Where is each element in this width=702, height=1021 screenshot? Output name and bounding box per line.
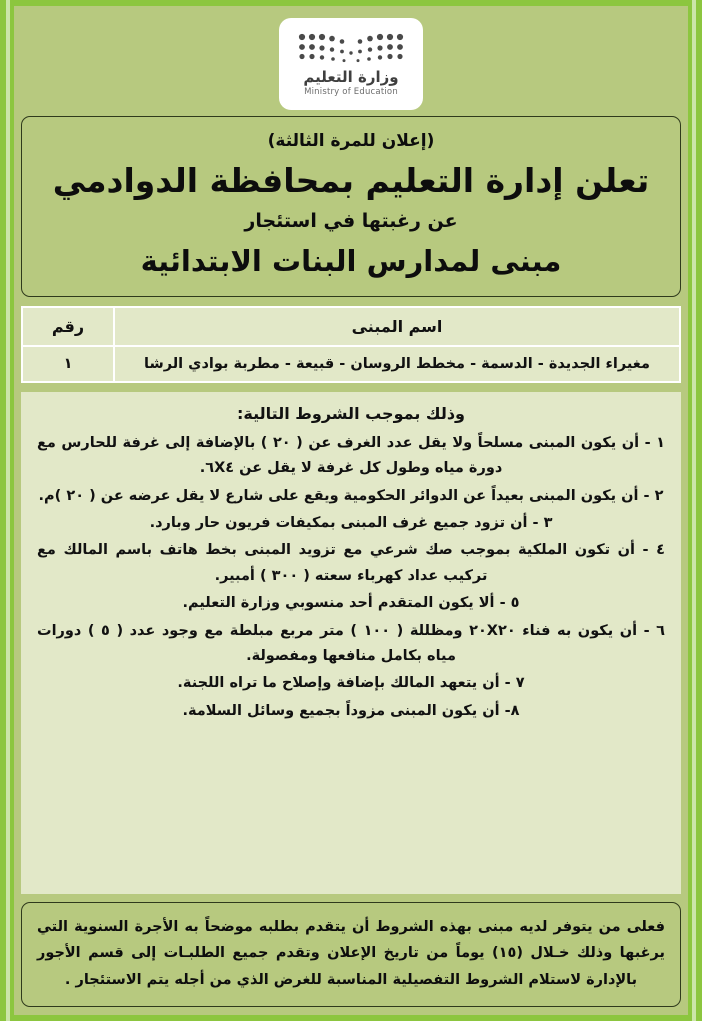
- edge-stripe-left: [6, 0, 10, 1021]
- logo-english-name: Ministry of Education: [304, 87, 398, 97]
- condition-item: ١ - أن يكون المبنى مسلحاً ولا يقل عدد الغرف عن ( ٢٠ ) بالإضافة إلى غرفة للحارس مع دورة مياه وطول كل غرفة لا يقل عن ٦X٤.: [37, 434, 666, 477]
- edge-stripe-right: [692, 0, 696, 1021]
- hero-target: مبنى لمدارس البنات الابتدائية: [140, 243, 562, 278]
- page-inner-frame: [14, 6, 688, 1015]
- table-header-row: [23, 308, 679, 345]
- condition-item: ٤ - أن تكون الملكية بموجب صك شرعي مع تزويد المبنى بخط هاتف باسم المالك مع تركيب عداد كهرباء سعته ( ٣٠٠ ) أمبير.: [37, 542, 665, 584]
- hero-panel: [21, 116, 681, 297]
- buildings-table: [21, 306, 681, 383]
- condition-item: ٢ - أن يكون المبنى بعيداً عن الدوائر الحكومية ويقع على شارع لا يقل عرضه عن ( ٢٠ )م.: [38, 487, 664, 504]
- condition-item: ٨- أن يكون المبنى مزوداً بجميع وسائل السلامة.: [182, 702, 520, 719]
- cell-building-name: مغيراء الجديدة - الدسمة - مخطط الروسان - قبيعة - مطربة بوادي الرشا: [115, 347, 679, 381]
- conditions-list: [37, 431, 665, 724]
- conditions-title: وذلك بموجب الشروط التالية:: [237, 403, 465, 423]
- condition-item: ٧ - أن يتعهد المالك بإضافة وإصلاح ما تراه اللجنة.: [177, 675, 525, 692]
- footer-instructions: فعلى من يتوفر لديه مبنى بهذه الشروط أن يتقدم بطلبه موضحاً به الأجرة السنوية التي يرغبها وذلك خـلال (١٥) يوماً من تاريخ الإعلان وتقدم جميع الطلبـات إلى قسم الأجور بالإدارة لاستلام الشروط التفصيلية المناسبة للغرض الذي من أجله يتم الاستئجار .: [21, 902, 681, 1007]
- column-header-building-name: اسم المبنى: [115, 308, 679, 345]
- condition-item: ٥ - ألا يكون المتقدم أحد منسوبي وزارة التعليم.: [182, 595, 520, 612]
- table-row: [23, 347, 679, 381]
- logo-band: [21, 12, 681, 116]
- cell-number: ١: [23, 347, 113, 381]
- ministry-logo-card: [279, 18, 423, 110]
- logo-arabic-name: وزارة التعليم: [303, 68, 399, 86]
- conditions-section: [21, 392, 681, 894]
- announcement-kicker: (إعلان للمرة الثالثة): [267, 131, 435, 151]
- condition-item: ٦ - أن يكون به فناء ٢٠X٢٠ ومظللة ( ١٠٠ ) متر مربع مبلطة مع وجود عدد ( ٥ ) دورات مياه بكامل منافعها ومفصولة.: [37, 622, 665, 664]
- hero-subtitle: عن رغبتها في استئجار: [244, 209, 458, 232]
- column-header-number: رقم: [23, 308, 113, 345]
- page-title: تعلن إدارة التعليم بمحافظة الدوادمي: [52, 161, 650, 200]
- buildings-table-wrap: [21, 306, 681, 383]
- ministry-dots-logo-icon: [292, 31, 410, 65]
- condition-item: ٣ - أن تزود جميع غرف المبنى بمكيفات فريون حار وبارد.: [149, 515, 553, 532]
